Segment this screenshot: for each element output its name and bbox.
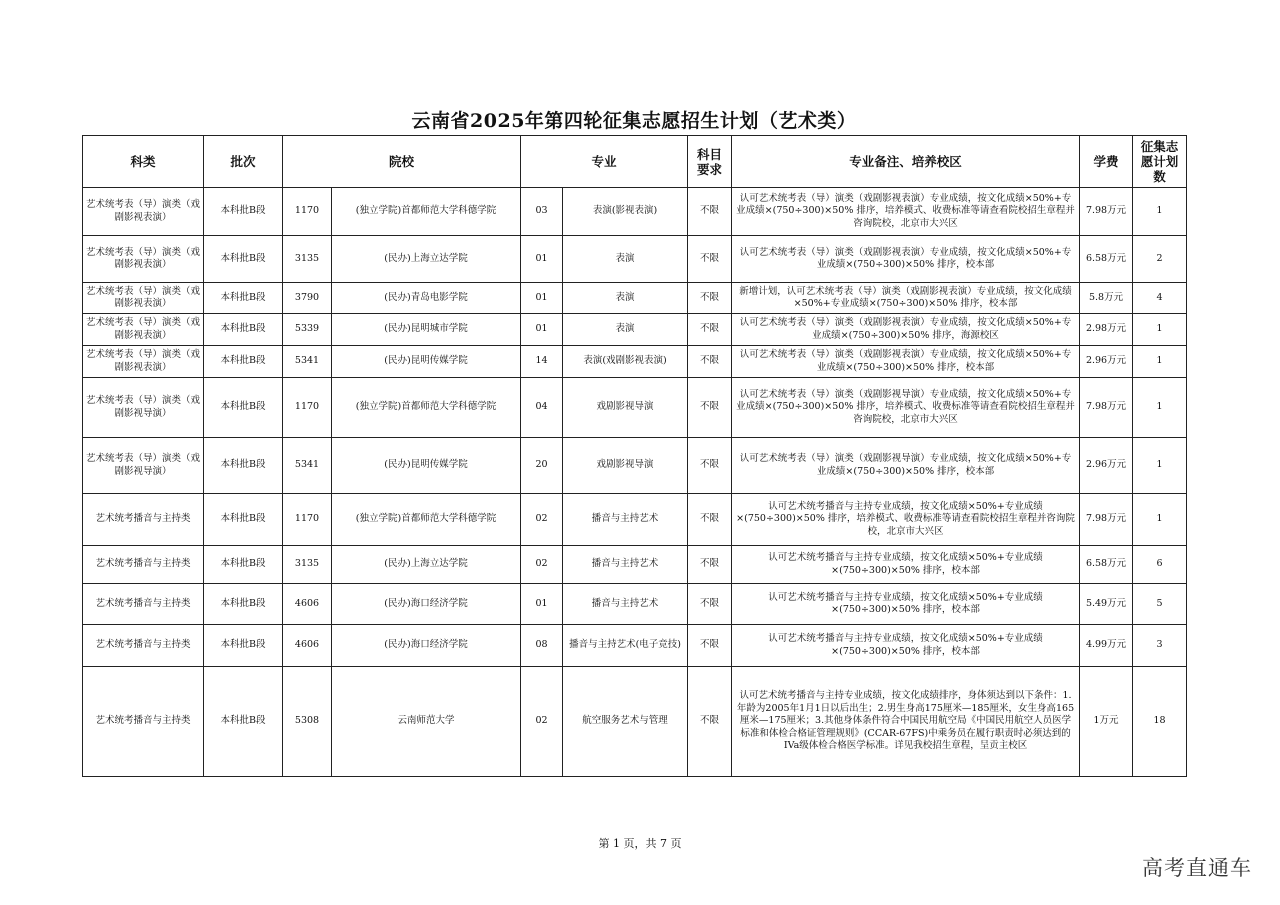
cell-school-code: 5341: [283, 438, 332, 494]
cell-major-code: 01: [521, 314, 563, 346]
table-row: [83, 438, 1187, 494]
cell-school-name: (独立学院)首都师范大学科德学院: [332, 494, 521, 546]
cell-subject-requirement: 不限: [688, 667, 732, 777]
cell-school-code: 1170: [283, 188, 332, 236]
cell-category: 艺术统考表（导）演类（戏剧影视表演）: [83, 346, 204, 378]
header-plan-count: 征集志愿计划数: [1133, 136, 1187, 188]
cell-notes: 认可艺术统考表（导）演类（戏剧影视导演）专业成绩，按文化成绩×50%+专业成绩×(750÷300)×50% 排序，校本部: [732, 438, 1080, 494]
cell-plan-count: 6: [1133, 546, 1187, 584]
cell-category: 艺术统考播音与主持类: [83, 625, 204, 667]
table-header-row: [83, 136, 1187, 188]
cell-plan-count: 18: [1133, 667, 1187, 777]
cell-school-code: 3135: [283, 236, 332, 283]
cell-plan-count: 1: [1133, 188, 1187, 236]
cell-fee: 1万元: [1080, 667, 1133, 777]
cell-major-name: 播音与主持艺术(电子竞技): [563, 625, 688, 667]
cell-school-name: (独立学院)首都师范大学科德学院: [332, 378, 521, 438]
table-row: [83, 625, 1187, 667]
cell-fee: 7.98万元: [1080, 188, 1133, 236]
cell-batch: 本科批B段: [204, 378, 283, 438]
cell-notes: 新增计划，认可艺术统考表（导）演类（戏剧影视表演）专业成绩，按文化成绩×50%+专业成绩×(750÷300)×50% 排序，校本部: [732, 283, 1080, 314]
cell-school-code: 3135: [283, 546, 332, 584]
cell-fee: 2.98万元: [1080, 314, 1133, 346]
cell-category: 艺术统考表（导）演类（戏剧影视导演）: [83, 438, 204, 494]
table-row: [83, 494, 1187, 546]
cell-batch: 本科批B段: [204, 188, 283, 236]
cell-major-name: 航空服务艺术与管理: [563, 667, 688, 777]
header-school: 院校: [283, 136, 521, 188]
cell-school-code: 1170: [283, 378, 332, 438]
cell-plan-count: 1: [1133, 494, 1187, 546]
cell-notes: 认可艺术统考表（导）演类（戏剧影视导演）专业成绩，按文化成绩×50%+专业成绩×(750÷300)×50% 排序，培养模式、收费标准等请查看院校招生章程并咨询院校，北京市大兴区: [732, 378, 1080, 438]
cell-batch: 本科批B段: [204, 546, 283, 584]
cell-notes: 认可艺术统考播音与主持专业成绩，按文化成绩×50%+专业成绩×(750÷300)×50% 排序，培养模式、收费标准等请查看院校招生章程并咨询院校，北京市大兴区: [732, 494, 1080, 546]
table-row: [83, 546, 1187, 584]
cell-subject-requirement: 不限: [688, 188, 732, 236]
cell-major-name: 表演(戏剧影视表演): [563, 346, 688, 378]
cell-school-name: (民办)海口经济学院: [332, 625, 521, 667]
cell-school-code: 3790: [283, 283, 332, 314]
cell-major-code: 02: [521, 667, 563, 777]
cell-major-code: 14: [521, 346, 563, 378]
cell-school-name: (民办)昆明城市学院: [332, 314, 521, 346]
cell-major-code: 03: [521, 188, 563, 236]
cell-subject-requirement: 不限: [688, 494, 732, 546]
cell-notes: 认可艺术统考播音与主持专业成绩，按文化成绩排序，身体须达到以下条件：1.年龄为2005年1月1日以后出生；2.男生身高175厘米—185厘米，女生身高165厘米—175厘米；3.其他身体条件符合中国民用航空局《中国民用航空人员医学标准和体检合格证管理规则》(CCAR-67FS)中乘务员在履行职责时必须达到的IVa级体检合格医学标准。详见我校招生章程，呈贡主校区: [732, 667, 1080, 777]
cell-school-name: (民办)青岛电影学院: [332, 283, 521, 314]
cell-batch: 本科批B段: [204, 584, 283, 625]
watermark-logo: 高考直通车: [1142, 856, 1252, 880]
cell-major-code: 01: [521, 236, 563, 283]
cell-fee: 4.99万元: [1080, 625, 1133, 667]
cell-fee: 6.58万元: [1080, 546, 1133, 584]
cell-category: 艺术统考表（导）演类（戏剧影视导演）: [83, 378, 204, 438]
cell-major-code: 01: [521, 584, 563, 625]
cell-batch: 本科批B段: [204, 283, 283, 314]
cell-batch: 本科批B段: [204, 494, 283, 546]
cell-category: 艺术统考播音与主持类: [83, 667, 204, 777]
table-row: [83, 236, 1187, 283]
cell-major-name: 表演: [563, 236, 688, 283]
cell-subject-requirement: 不限: [688, 438, 732, 494]
cell-notes: 认可艺术统考播音与主持专业成绩，按文化成绩×50%+专业成绩×(750÷300)×50% 排序，校本部: [732, 546, 1080, 584]
cell-school-name: (民办)昆明传媒学院: [332, 438, 521, 494]
cell-major-name: 播音与主持艺术: [563, 584, 688, 625]
cell-category: 艺术统考播音与主持类: [83, 584, 204, 625]
cell-school-name: 云南师范大学: [332, 667, 521, 777]
header-batch: 批次: [204, 136, 283, 188]
cell-school-name: (独立学院)首都师范大学科德学院: [332, 188, 521, 236]
cell-batch: 本科批B段: [204, 667, 283, 777]
cell-subject-requirement: 不限: [688, 378, 732, 438]
cell-category: 艺术统考表（导）演类（戏剧影视表演）: [83, 188, 204, 236]
cell-major-code: 01: [521, 283, 563, 314]
cell-subject-requirement: 不限: [688, 314, 732, 346]
table-row: [83, 188, 1187, 236]
cell-school-code: 5341: [283, 346, 332, 378]
cell-fee: 5.49万元: [1080, 584, 1133, 625]
cell-fee: 7.98万元: [1080, 378, 1133, 438]
cell-notes: 认可艺术统考播音与主持专业成绩，按文化成绩×50%+专业成绩×(750÷300)×50% 排序，校本部: [732, 625, 1080, 667]
cell-school-code: 5308: [283, 667, 332, 777]
table-row: [83, 314, 1187, 346]
cell-plan-count: 5: [1133, 584, 1187, 625]
cell-school-code: 4606: [283, 584, 332, 625]
cell-notes: 认可艺术统考表（导）演类（戏剧影视表演）专业成绩，按文化成绩×50%+专业成绩×(750÷300)×50% 排序，海源校区: [732, 314, 1080, 346]
cell-plan-count: 1: [1133, 314, 1187, 346]
enrollment-plan-table: [82, 135, 1187, 777]
cell-major-code: 04: [521, 378, 563, 438]
cell-subject-requirement: 不限: [688, 283, 732, 314]
cell-plan-count: 2: [1133, 236, 1187, 283]
cell-category: 艺术统考播音与主持类: [83, 546, 204, 584]
header-subject-requirement: 科目要求: [688, 136, 732, 188]
cell-category: 艺术统考表（导）演类（戏剧影视表演）: [83, 283, 204, 314]
header-fee: 学费: [1080, 136, 1133, 188]
cell-category: 艺术统考表（导）演类（戏剧影视表演）: [83, 236, 204, 283]
cell-plan-count: 1: [1133, 438, 1187, 494]
cell-major-code: 02: [521, 494, 563, 546]
cell-notes: 认可艺术统考表（导）演类（戏剧影视表演）专业成绩，按文化成绩×50%+专业成绩×(750÷300)×50% 排序，校本部: [732, 236, 1080, 283]
cell-major-name: 表演: [563, 283, 688, 314]
cell-batch: 本科批B段: [204, 236, 283, 283]
cell-plan-count: 1: [1133, 346, 1187, 378]
cell-major-code: 02: [521, 546, 563, 584]
header-notes: 专业备注、培养校区: [732, 136, 1080, 188]
cell-school-name: (民办)上海立达学院: [332, 546, 521, 584]
cell-subject-requirement: 不限: [688, 546, 732, 584]
cell-batch: 本科批B段: [204, 438, 283, 494]
cell-major-name: 表演: [563, 314, 688, 346]
cell-fee: 5.8万元: [1080, 283, 1133, 314]
cell-major-name: 表演(影视表演): [563, 188, 688, 236]
cell-major-name: 戏剧影视导演: [563, 378, 688, 438]
cell-major-name: 戏剧影视导演: [563, 438, 688, 494]
cell-subject-requirement: 不限: [688, 625, 732, 667]
cell-notes: 认可艺术统考表（导）演类（戏剧影视表演）专业成绩，按文化成绩×50%+专业成绩×(750÷300)×50% 排序，校本部: [732, 346, 1080, 378]
cell-batch: 本科批B段: [204, 314, 283, 346]
cell-plan-count: 1: [1133, 378, 1187, 438]
cell-fee: 7.98万元: [1080, 494, 1133, 546]
cell-school-code: 1170: [283, 494, 332, 546]
page-title: 云南省2025年第四轮征集志愿招生计划（艺术类）: [411, 110, 857, 132]
cell-major-code: 20: [521, 438, 563, 494]
cell-category: 艺术统考播音与主持类: [83, 494, 204, 546]
cell-school-name: (民办)上海立达学院: [332, 236, 521, 283]
cell-plan-count: 3: [1133, 625, 1187, 667]
table-row: [83, 346, 1187, 378]
table-row: [83, 283, 1187, 314]
header-major: 专业: [521, 136, 688, 188]
cell-notes: 认可艺术统考播音与主持专业成绩，按文化成绩×50%+专业成绩×(750÷300)×50% 排序，校本部: [732, 584, 1080, 625]
header-category: 科类: [83, 136, 204, 188]
cell-school-name: (民办)海口经济学院: [332, 584, 521, 625]
cell-major-name: 播音与主持艺术: [563, 494, 688, 546]
cell-batch: 本科批B段: [204, 346, 283, 378]
cell-category: 艺术统考表（导）演类（戏剧影视表演）: [83, 314, 204, 346]
cell-subject-requirement: 不限: [688, 236, 732, 283]
table-row: [83, 667, 1187, 777]
cell-school-name: (民办)昆明传媒学院: [332, 346, 521, 378]
cell-batch: 本科批B段: [204, 625, 283, 667]
table-row: [83, 584, 1187, 625]
cell-notes: 认可艺术统考表（导）演类（戏剧影视表演）专业成绩，按文化成绩×50%+专业成绩×(750÷300)×50% 排序，培养模式、收费标准等请查看院校招生章程并咨询院校，北京市大兴区: [732, 188, 1080, 236]
cell-subject-requirement: 不限: [688, 584, 732, 625]
cell-fee: 2.96万元: [1080, 346, 1133, 378]
cell-major-name: 播音与主持艺术: [563, 546, 688, 584]
cell-school-code: 5339: [283, 314, 332, 346]
cell-subject-requirement: 不限: [688, 346, 732, 378]
cell-fee: 2.96万元: [1080, 438, 1133, 494]
cell-school-code: 4606: [283, 625, 332, 667]
cell-major-code: 08: [521, 625, 563, 667]
table-row: [83, 378, 1187, 438]
cell-fee: 6.58万元: [1080, 236, 1133, 283]
page-footer: 第 1 页，共 7 页: [598, 837, 682, 850]
cell-plan-count: 4: [1133, 283, 1187, 314]
